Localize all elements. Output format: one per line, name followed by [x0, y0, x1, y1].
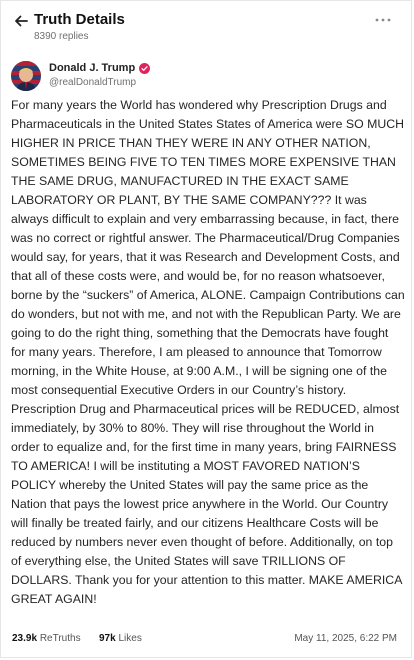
likes-count: 97k	[99, 633, 116, 644]
author-handle[interactable]: @realDonaldTrump	[49, 77, 137, 88]
post-stats	[12, 633, 397, 649]
likes-label: Likes	[118, 633, 142, 644]
retruths-label: ReTruths	[39, 633, 81, 644]
avatar[interactable]	[11, 61, 41, 91]
page-header	[1, 1, 411, 53]
more-options-button[interactable]	[373, 10, 393, 30]
back-button[interactable]	[9, 9, 33, 33]
more-horizontal-icon	[375, 18, 391, 22]
retruths-stat[interactable]	[12, 633, 81, 644]
author-name-row	[49, 62, 150, 74]
author-name[interactable]: Donald J. Trump	[49, 62, 136, 74]
avatar-image	[11, 61, 41, 91]
post-text: For many years the World has wondered why Prescription Drugs and Pharmaceuticals in the United States States of America were SO MUCH HIGHER IN PRICE THAN THEY WERE IN ANY OTHER NATION, SOMETIMES BEING FIVE TO TEN TIMES MORE EXPENSIVE THAN THE SAME DRUG, MANUFACTURED IN THE EXACT SAME LABORATORY OR PLANT, BY THE SAME COMPANY??? It was always difficult to explain and very embarrassing because, in fact, there was no correct or rightful answer. The Pharmaceutical/Drug Companies would say, for years, that it was Research and Development Costs, and that all of these costs were, and would be, for no reason whatsoever, borne by the “suckers” of America, ALONE. Campaign Contributions can do wonders, but not with me, and not with the Republican Party. We are going to do the right thing, something that the Democrats have fought for many years. Therefore, I am pleased to announce that Tomorrow morning, in the White House, at 9:00 A.M., I will be signing one of the most consequential Executive Orders in our Country’s history. Prescription Drug and Pharmaceutical prices will be REDUCED, almost immediately, by 30% to 80%. They will rise throughout the World in order to equalize and, for the first time in many years, bring FAIRNESS TO AMERICA! I will be instituting a MOST FAVORED NATION’S POLICY whereby the United States will pay the same price as the Nation that pays the lowest price anywhere in the World. Our Country will finally be treated fairly, and our citizens Healthcare Costs will be reduced by numbers never even thought of before. Additionally, on top of everything else, the United States will save TRILLIONS OF DOLLARS. Thank you for your attention to this matter. MAKE AMERICA GREAT AGAIN!	[11, 98, 405, 606]
page-title: Truth Details	[34, 11, 125, 28]
replies-count[interactable]: 8390 replies	[34, 31, 89, 42]
arrow-left-icon	[13, 13, 29, 29]
post-author	[11, 61, 401, 95]
retruths-count: 23.9k	[12, 633, 38, 644]
likes-stat[interactable]	[99, 633, 142, 644]
post-timestamp: May 11, 2025, 6:22 PM	[294, 633, 397, 644]
verified-badge-icon	[139, 63, 150, 74]
